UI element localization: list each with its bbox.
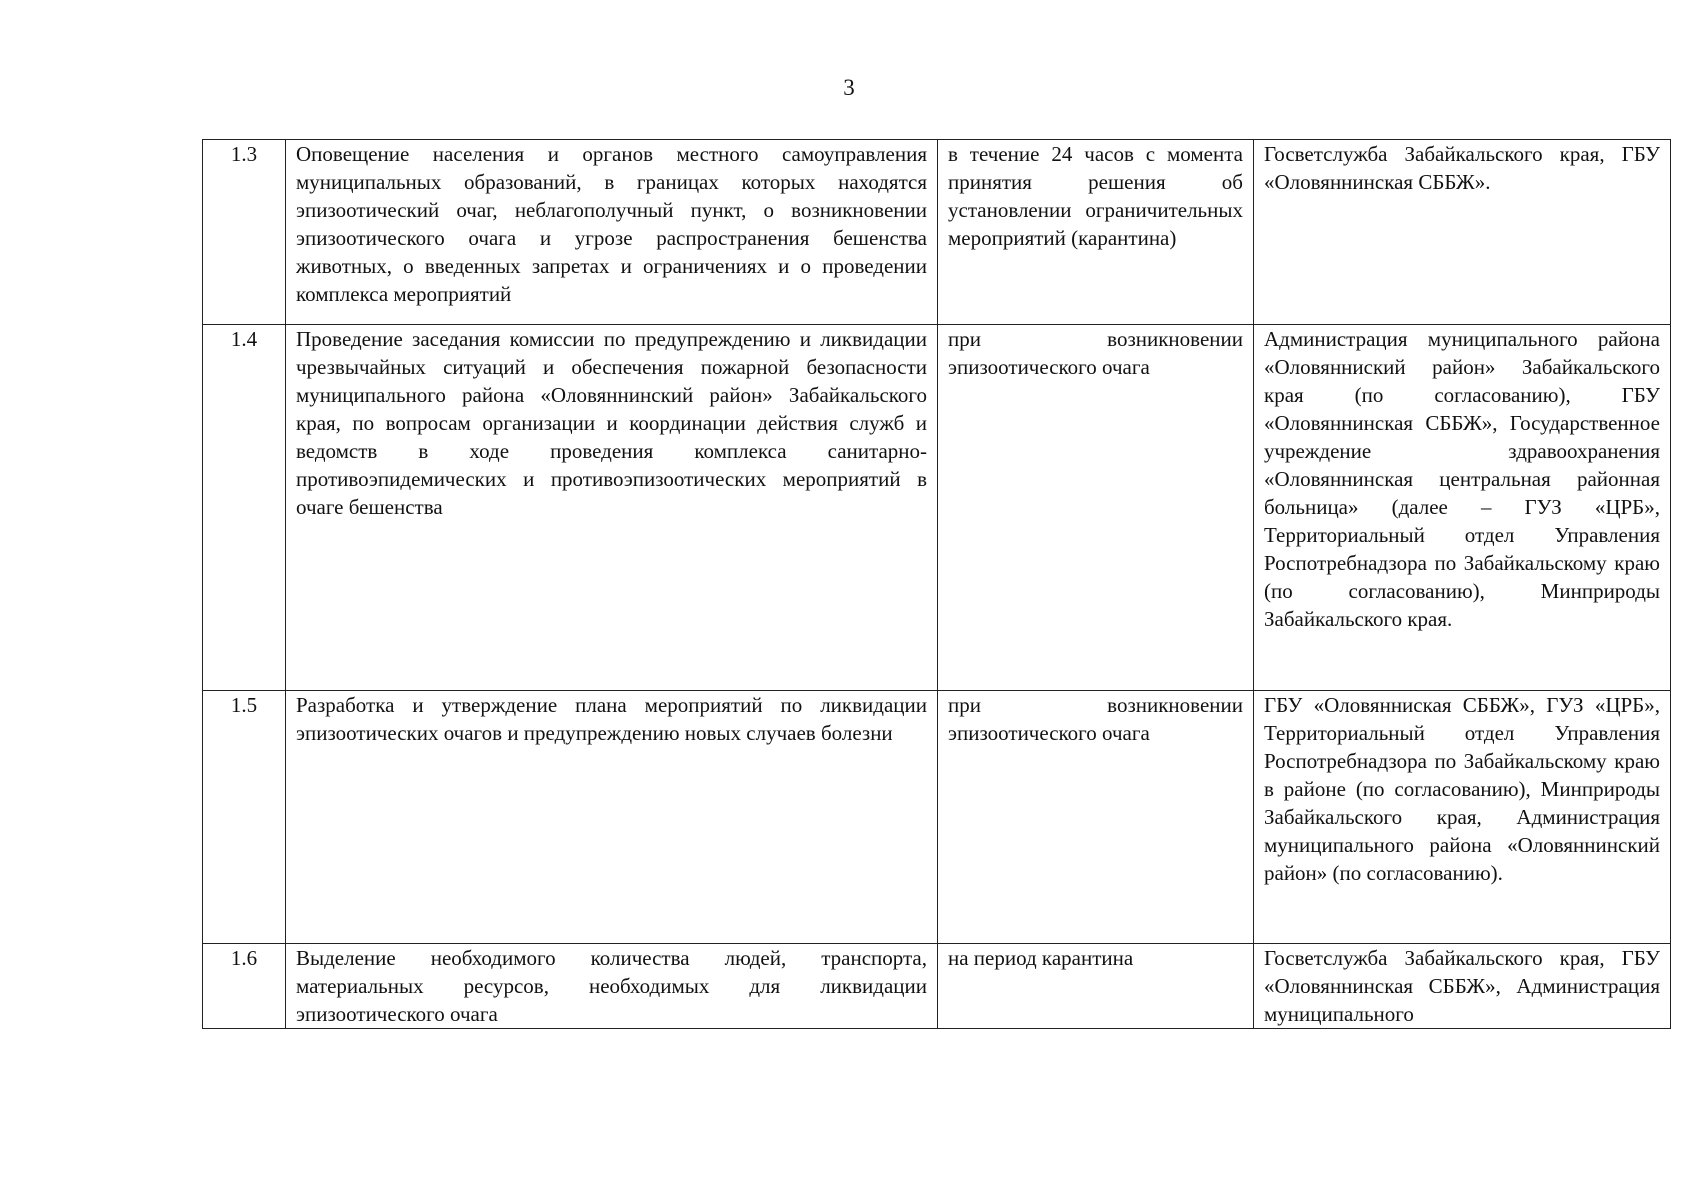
row-number-cell: 1.5 bbox=[203, 691, 286, 944]
row-number-cell: 1.3 bbox=[203, 140, 286, 325]
deadline-cell: при возникновении эпизоотического очага bbox=[938, 325, 1254, 691]
measure-cell: Выделение необходимого количества людей, транспорта, материальных ресурсов, необходимых для ликвидации эпизоотического очага bbox=[286, 944, 938, 1029]
row-number-cell: 1.4 bbox=[203, 325, 286, 691]
row-number-cell: 1.6 bbox=[203, 944, 286, 1029]
responsible-cell: ГБУ «Оловянниская СББЖ», ГУЗ «ЦРБ», Территориальный отдел Управления Роспотребнадзора по Забайкальскому краю в районе (по согласованию), Минприроды Забайкальского края, Администрация муниципального района «Оловяннинский район» (по согласованию). bbox=[1254, 691, 1671, 944]
deadline-cell: на период карантина bbox=[938, 944, 1254, 1029]
measures-table bbox=[202, 139, 1671, 1029]
deadline-cell: при возникновении эпизоотического очага bbox=[938, 691, 1254, 944]
responsible-cell: Госветслужба Забайкальского края, ГБУ «Оловяннинская СББЖ». bbox=[1254, 140, 1671, 325]
page-number: 3 bbox=[843, 75, 855, 100]
responsible-cell: Администрация муниципального района «Оловянниский район» Забайкальского края (по согласованию), ГБУ «Оловяннинская СББЖ», Государственное учреждение здравоохранения «Оловяннинская центральная районная больница» (далее – ГУЗ «ЦРБ», Территориальный отдел Управления Роспотребнадзора по Забайкальскому краю (по согласованию), Минприроды Забайкальского края. bbox=[1254, 325, 1671, 691]
measure-cell: Оповещение населения и органов местного самоуправления муниципальных образований, в границах которых находятся эпизоотический очаг, неблагополучный пункт, о возникновении эпизоотического очага и угрозе распространения бешенства животных, о введенных запретах и ограничениях и о проведении комплекса мероприятий bbox=[286, 140, 938, 325]
table-row bbox=[203, 325, 1671, 691]
table-row bbox=[203, 944, 1671, 1029]
measure-cell: Проведение заседания комиссии по предупреждению и ликвидации чрезвычайных ситуаций и обеспечения пожарной безопасности муниципального района «Оловяннинский район» Забайкальского края, по вопросам организации и координации действия служб и ведомств в ходе проведения комплекса санитарно-противоэпидемических и противоэпизоотических мероприятий в очаге бешенства bbox=[286, 325, 938, 691]
responsible-cell: Госветслужба Забайкальского края, ГБУ «Оловяннинская СББЖ», Администрация муниципального bbox=[1254, 944, 1671, 1029]
measure-cell: Разработка и утверждение плана мероприятий по ликвидации эпизоотических очагов и предупреждению новых случаев болезни bbox=[286, 691, 938, 944]
table-row bbox=[203, 691, 1671, 944]
deadline-cell: в течение 24 часов с момента принятия решения об установлении ограничительных мероприятий (карантина) bbox=[938, 140, 1254, 325]
table-row bbox=[203, 140, 1671, 325]
